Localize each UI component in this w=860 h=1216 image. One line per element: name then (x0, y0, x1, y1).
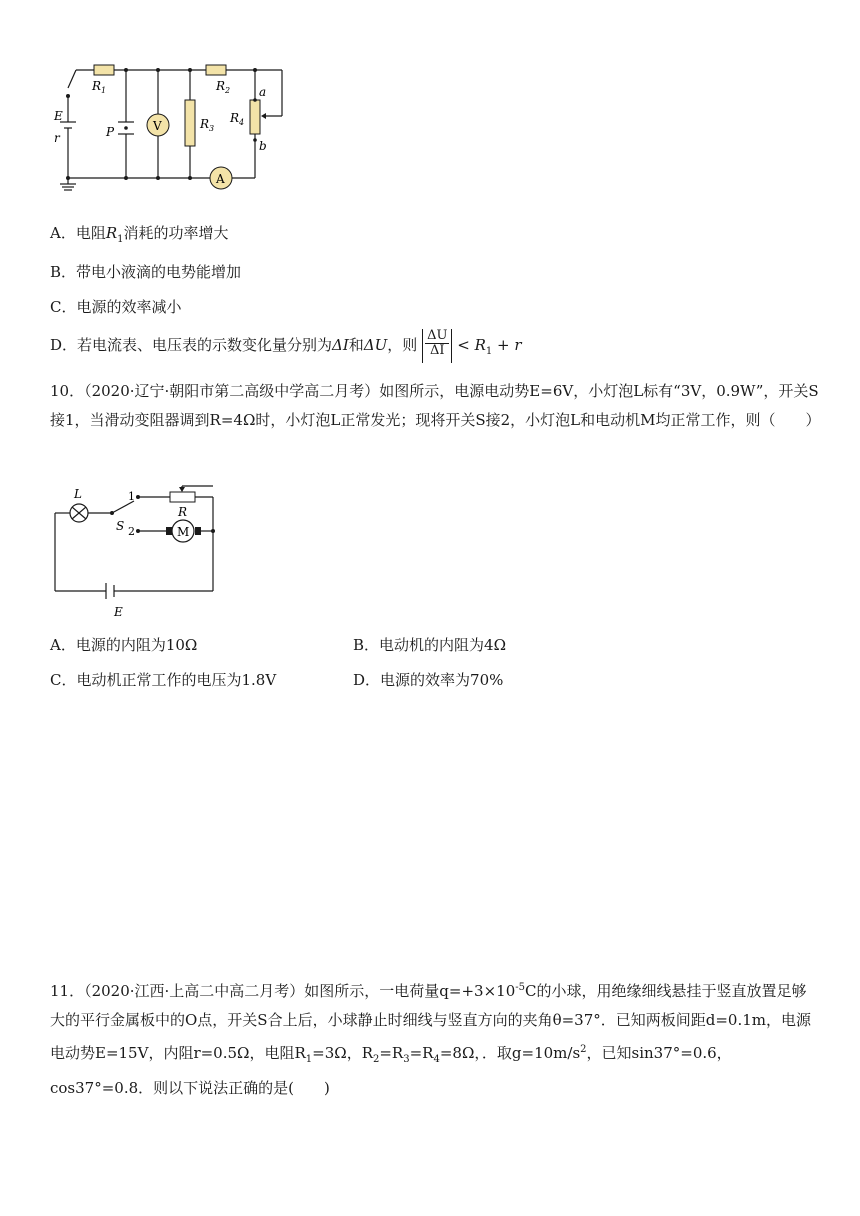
q9-option-c: C．电源的效率减小 (50, 298, 182, 316)
label-r: R (178, 505, 188, 519)
label-a: a (259, 85, 267, 99)
voltmeter-label: V (153, 119, 162, 133)
svg-text:R2: $R_2$ (216, 79, 231, 95)
label-s: S (116, 519, 125, 533)
circuit-figure-q10 (50, 476, 230, 622)
q10-option-a: A．电源的内阻为10Ω (50, 636, 198, 654)
label-e: E (54, 109, 63, 123)
svg-text:R4: $R_4$ (230, 111, 245, 127)
q9-option-b: B．带电小液滴的电势能增加 (50, 263, 242, 281)
q11-text: 11．（2020·江西·上高二中高二月考）如图所示，一电荷量$q=+3\times 10^{-5}C$的小球，用绝缘细线悬挂于竖直放置足够大的平行金属板中的O点，开关S合上后，小球静止时细线与竖直方向的夹角θ=37°．已知两板间距d=0.1m，电源电动势E=15V，内阻r=0.5Ω，电阻$R_1=3\Omega$，$R_2=R_3=R_4=8\Omega$，．取$g=10m/s^2$，已知sin37°=0.6，cos37°=0.8．则以下说法正确的是( ) (50, 982, 812, 1097)
label-e-source: E (114, 605, 123, 619)
q9-option-a: A．电阻$R_1$消耗的功率增大 (50, 224, 229, 245)
q10-option-d: D．电源的效率为70% (353, 671, 504, 689)
svg-text:R1: $R_1$ (92, 79, 107, 95)
motor-label: M (177, 525, 190, 539)
label-r4: R (230, 111, 240, 125)
label-p: P (106, 125, 115, 139)
label-contact-2: 2 (128, 525, 135, 538)
q10-option-b: B．电动机的内阻为4Ω (353, 636, 507, 654)
label-l: L (74, 487, 82, 501)
q10-option-c: C．电动机正常工作的电压为1.8V (50, 671, 277, 689)
label-contact-1: 1 (128, 490, 135, 503)
circuit-figure-q9 (50, 56, 290, 196)
q9-option-d: D．若电流表、电压表的示数变化量分别为ΔI和ΔU，则 $\frac{\Delta U}{\Delta I}$ < $R_1 + r$ (50, 329, 522, 369)
label-b: b (259, 139, 267, 153)
ammeter-label: A (216, 172, 225, 186)
label-r1: R (92, 79, 102, 93)
label-r3: R (200, 117, 210, 131)
q10-text: 10．（2020·辽宁·朝阳市第二高级中学高二月考）如图所示，电源电动势E=6V，小灯泡L标有“3V，0.9W”，开关S接1，当滑动变阻器调到R=4Ω时，小灯泡L正常发光；现将开关S接2，小灯泡L和电动机M均正常工作，则（ ） (50, 382, 821, 429)
label-r-internal: r (54, 131, 60, 145)
svg-text:R3: $R_3$ (200, 117, 215, 133)
label-r2: R (216, 79, 226, 93)
